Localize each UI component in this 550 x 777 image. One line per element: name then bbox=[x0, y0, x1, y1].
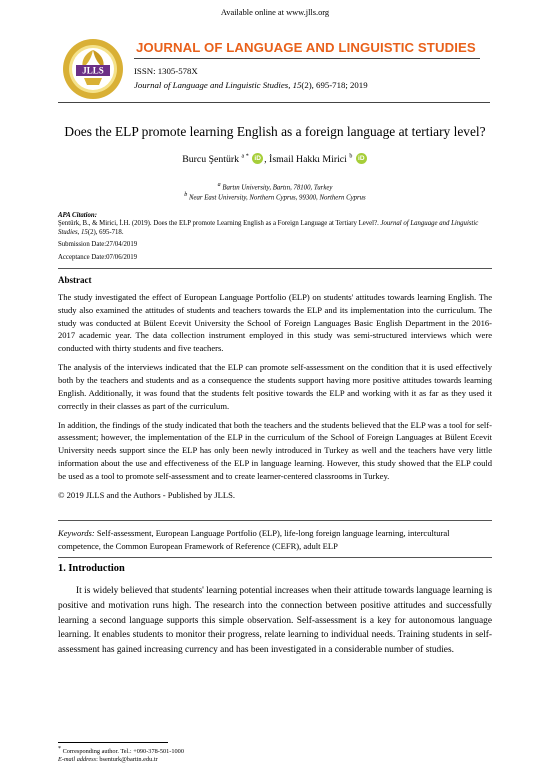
footnote-rule bbox=[58, 742, 168, 743]
abstract-paragraph: The analysis of the interviews indicated that the ELP can promote self-assessment on the condition that it is used effectively both by the teachers and students and as a consequence the students support having more positive attitudes towards learning English. Additionally, it was found that the students felt positive towards the ELP and working with it as far as they used it correctly in their classes as part of the curriculum. bbox=[58, 362, 492, 411]
acceptance-date: Acceptance Date:07/06/2019 bbox=[58, 254, 138, 261]
abstract-rule-top bbox=[58, 268, 492, 269]
footnote-corresponding-author: * Corresponding author. Tel.: +090-378-501-1000 bbox=[58, 746, 184, 756]
journal-name: JOURNAL OF LANGUAGE AND LINGUISTIC STUDIES bbox=[136, 40, 476, 55]
author-1-name: Burcu Şentürk bbox=[182, 154, 240, 165]
section-heading-introduction: 1. Introduction bbox=[58, 563, 125, 574]
author-line bbox=[0, 153, 550, 165]
journal-ref-issue: (2), 695-718; 2019 bbox=[301, 80, 368, 90]
available-online-line: Available online at www.jlls.org bbox=[220, 8, 330, 17]
apa-citation-text: Şentürk, B., & Mirici, İ.H. (2019). Does the ELP promote Learning English as a Foreign Language at Tertiary Level?. Journal of Language and Linguistic Studies, 15(2), 695-718. bbox=[58, 220, 479, 236]
keywords-label: Keywords: bbox=[58, 528, 95, 538]
journal-logo bbox=[62, 38, 124, 100]
author-1-affiliation: a * bbox=[241, 153, 249, 160]
introduction-paragraph: It is widely believed that students' learning potential increases when their attitude towards language learning is positive and motivation runs high. The research into the connection between positive attitudes and successfully learning a second language supports this simple observation. Self-assessment is a key for autonomous language learning. It enables students to monitor their progress, relate learning to individual needs. Training students in self-assessment has gained increasing currency and has been investigated in a considerable number of studies. bbox=[58, 586, 492, 656]
copyright-line: © 2019 JLLS and the Authors - Published by JLLS. bbox=[58, 489, 235, 500]
orcid-icon[interactable]: iD bbox=[356, 153, 367, 164]
abstract-body bbox=[58, 291, 492, 508]
abstract-paragraph: The study investigated the effect of European Language Portfolio (ELP) on students' attitudes towards learning English. The study also examined the attitudes of students and teachers towards the ELP and its implementation into the curriculum. The study was conducted at Bülent Ecevit University the School of Foreign Languages Basic English Department in the 2016-2017 academic year. The data collection instrument employed in this study was semi-structured interviews which were conducted with thirty students and five teachers. bbox=[58, 292, 492, 354]
logo-text: JLLS bbox=[82, 65, 104, 76]
orcid-icon[interactable]: iD bbox=[252, 153, 263, 164]
abstract-heading: Abstract bbox=[58, 275, 92, 285]
apa-citation-heading: APA Citation: bbox=[58, 212, 97, 219]
keywords-rule-bottom bbox=[58, 557, 492, 558]
submission-date: Submission Date:27/04/2019 bbox=[58, 241, 138, 248]
journal-reference bbox=[134, 80, 368, 90]
article-title: Does the ELP promote learning English as a foreign language at tertiary level? bbox=[64, 124, 486, 139]
header-rule bbox=[134, 58, 480, 59]
issn: ISSN: 1305-578X bbox=[134, 66, 198, 76]
keywords-rule-top bbox=[58, 520, 492, 521]
journal-ref-name: Journal of Language and Linguistic Studies, 15 bbox=[134, 80, 302, 90]
abstract-paragraph: In addition, the findings of the study indicated that both the teachers and the students believed that the ELP was a tool for self-assessment; however, the implementation of the ELP in the curriculum of the School of Foreign Languages at Bülent Ecevit University needs support since the ELP has only been newly introduced in Turkey as well and the teachers have very little information about the use and effectiveness of the ELP in language learning. However, this study showed that the ELP could be used as a tool to promote self-assessment and to create learner-centered classrooms in Turkey. bbox=[58, 419, 492, 481]
affiliation-b: $^b$ Near East University, Northern Cyprus, 99300, Northern Cyprus bbox=[184, 192, 366, 202]
affiliation-a: $^a$ Bartın University, Bartın, 78100, Turkey bbox=[217, 182, 333, 192]
title-rule bbox=[58, 102, 490, 103]
author-2-name: , İsmail Hakkı Mirici bbox=[264, 154, 347, 165]
author-2-affiliation: b bbox=[349, 153, 353, 160]
footnote-email: E-mail address: bsenturk@bartin.edu.tr bbox=[58, 756, 158, 763]
keywords bbox=[58, 527, 492, 552]
keywords-text: Self-assessment, European Language Portfolio (ELP), life-long foreign language learning, intercultural competence, the Common European Framework of Reference (CEFR), adult ELP bbox=[58, 528, 450, 551]
